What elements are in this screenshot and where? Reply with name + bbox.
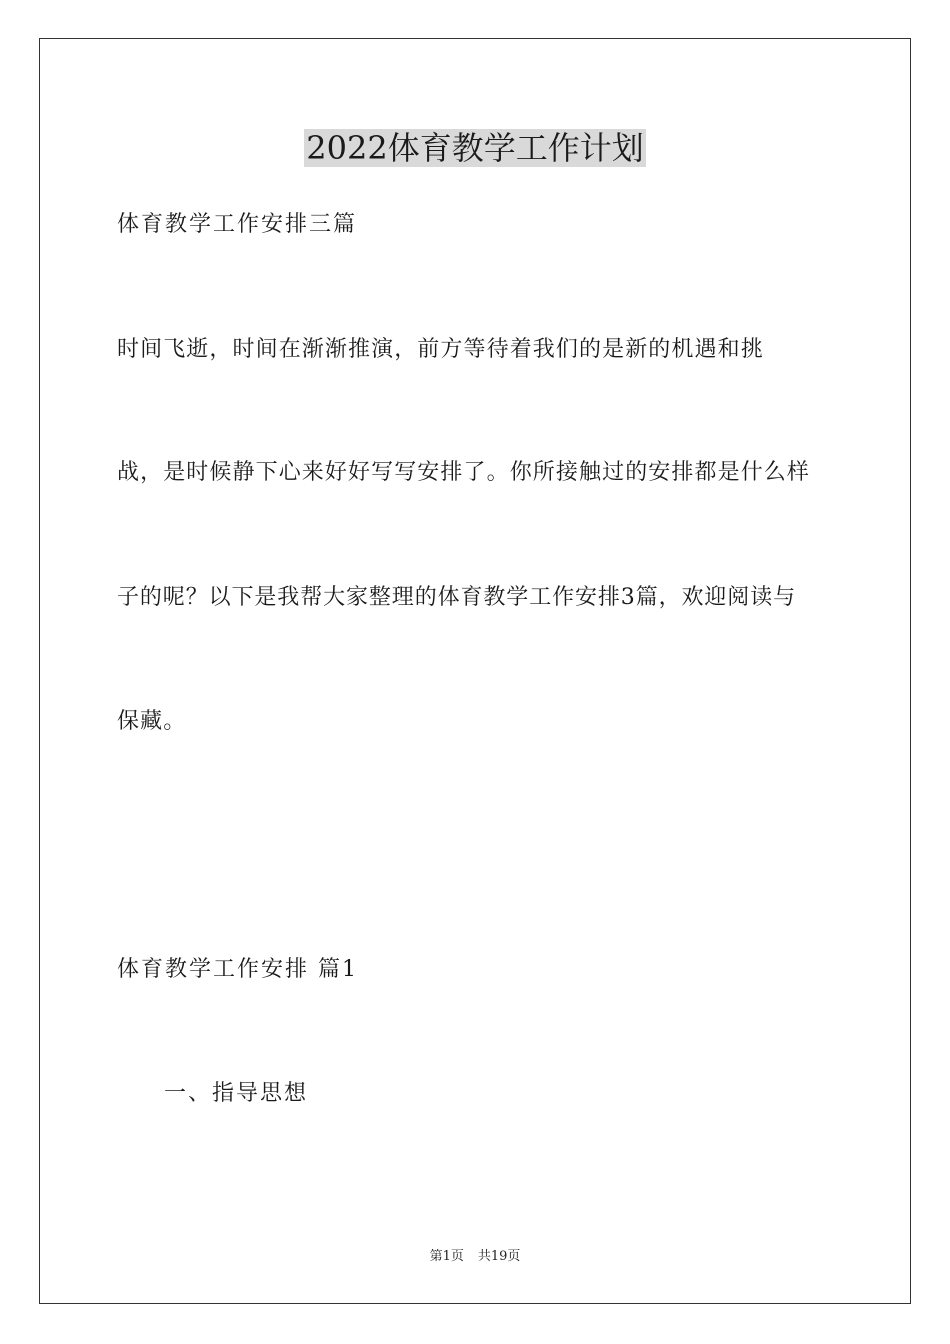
intro-line-4: 保藏。	[117, 709, 187, 734]
document-title-text: 2022体育教学工作计划	[306, 129, 644, 167]
page-footer	[0, 1248, 950, 1266]
section-title: 体育教学工作安排 篇1	[117, 957, 358, 982]
section-heading: 一、指导思想	[164, 1081, 309, 1106]
page-number-total: 共19页	[477, 1249, 521, 1264]
page-number-current: 第1页	[429, 1249, 464, 1264]
intro-line-3: 子的呢？以下是我帮大家整理的体育教学工作安排3篇，欢迎阅读与	[117, 585, 796, 610]
document-subtitle: 体育教学工作安排三篇	[117, 212, 358, 237]
document-title	[0, 126, 950, 170]
intro-line-1: 时间飞逝，时间在渐渐推演，前方等待着我们的是新的机遇和挑	[117, 337, 764, 362]
intro-line-2: 战，是时候静下心来好好写写安排了。你所接触过的安排都是什么样	[117, 460, 811, 485]
